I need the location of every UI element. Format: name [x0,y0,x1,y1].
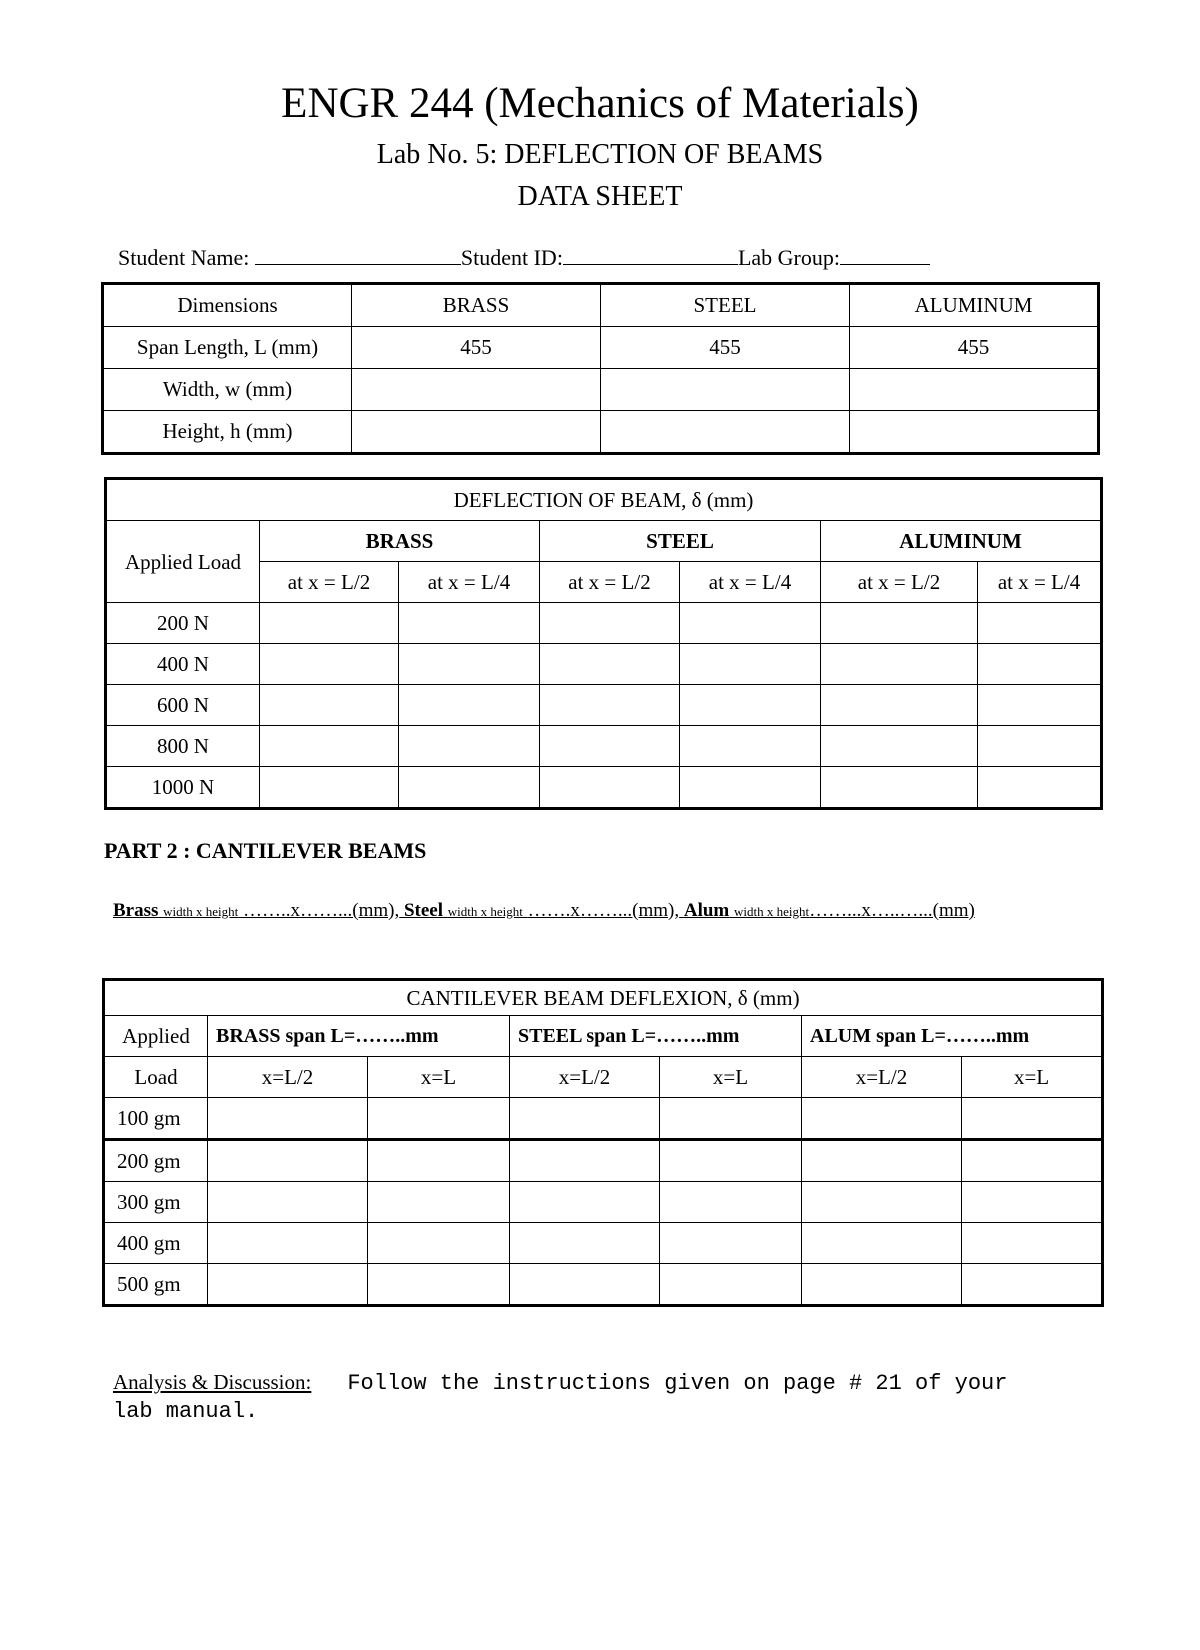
position-header: x=L/2 [510,1057,660,1098]
data-entry-cell[interactable] [821,603,978,644]
load-label: 400 gm [104,1223,208,1264]
table-row [106,767,1102,809]
data-entry-cell[interactable] [399,767,540,809]
load-label: 500 gm [104,1264,208,1306]
load-label: 1000 N [106,767,260,809]
position-header: x=L [368,1057,510,1098]
data-entry-cell[interactable] [540,767,680,809]
data-entry-cell[interactable] [802,1182,962,1223]
position-header: at x = L/2 [540,562,680,603]
data-entry-cell[interactable] [260,685,399,726]
student-name-field[interactable] [255,244,461,265]
span-header-row [104,1016,1103,1057]
position-header: at x = L/2 [260,562,399,603]
data-entry-cell[interactable] [962,1182,1103,1223]
data-entry-cell[interactable] [208,1140,368,1182]
value-cell: 455 [601,327,850,369]
applied-load-header: Load [104,1057,208,1098]
cantilever-dimensions-line [113,900,975,922]
data-entry-cell[interactable] [260,644,399,685]
data-entry-cell[interactable] [680,644,821,685]
data-entry-cell[interactable] [510,1182,660,1223]
position-header-row [104,1057,1103,1098]
position-header: at x = L/4 [978,562,1102,603]
applied-load-header: Applied Load [106,521,260,603]
table-row [103,369,1099,411]
table-header-row [103,284,1099,327]
data-entry-cell[interactable] [399,603,540,644]
empty-cell[interactable] [601,411,850,454]
position-header: x=L/2 [208,1057,368,1098]
data-entry-cell[interactable] [962,1264,1103,1306]
table-row [103,327,1099,369]
data-entry-cell[interactable] [540,685,680,726]
table-row [106,644,1102,685]
data-entry-cell[interactable] [260,767,399,809]
load-label: 200 gm [104,1140,208,1182]
data-entry-cell[interactable] [680,603,821,644]
table-title: CANTILEVER BEAM DEFLEXION, δ (mm) [104,980,1103,1016]
table-row [106,603,1102,644]
load-label: 800 N [106,726,260,767]
alum-dims-field[interactable]: ……...x…..…...(mm) [809,900,975,921]
data-entry-cell[interactable] [978,726,1102,767]
value-cell: 455 [850,327,1099,369]
position-header: at x = L/4 [399,562,540,603]
row-label: Width, w (mm) [103,369,352,411]
data-entry-cell[interactable] [962,1223,1103,1264]
analysis-text: Follow the instructions given on page # 21 of your lab manual. [113,1371,1008,1424]
data-entry-cell[interactable] [978,685,1102,726]
data-entry-cell[interactable] [368,1223,510,1264]
data-entry-cell[interactable] [510,1223,660,1264]
load-label: 400 N [106,644,260,685]
data-entry-cell[interactable] [368,1264,510,1306]
data-entry-cell[interactable] [978,603,1102,644]
table-row [104,1182,1103,1223]
data-entry-cell[interactable] [802,1223,962,1264]
data-entry-cell[interactable] [510,1264,660,1306]
brass-label: Brass [113,900,159,921]
student-id-field[interactable] [563,244,738,265]
data-entry-cell[interactable] [962,1140,1103,1182]
data-entry-cell[interactable] [821,644,978,685]
table-title-row [106,479,1102,521]
wh-label: width x height [163,904,239,919]
position-header: x=L [962,1057,1103,1098]
header-cell: STEEL [601,284,850,327]
data-entry-cell[interactable] [540,644,680,685]
steel-dims-field[interactable]: …….x……...(mm), [527,900,680,921]
data-entry-cell[interactable] [680,767,821,809]
data-entry-cell[interactable] [399,685,540,726]
table-row [104,1140,1103,1182]
table-row [104,1264,1103,1306]
data-entry-cell[interactable] [399,644,540,685]
data-entry-cell[interactable] [680,726,821,767]
data-entry-cell[interactable] [208,1223,368,1264]
data-entry-cell[interactable] [660,1140,802,1182]
table-row [104,1098,1103,1140]
data-entry-cell[interactable] [510,1140,660,1182]
data-entry-cell[interactable] [368,1140,510,1182]
steel-label: Steel [403,900,444,921]
student-id-label: Student ID: [460,245,563,270]
table-row [106,726,1102,767]
data-entry-cell[interactable] [260,726,399,767]
lab-subtitle: Lab No. 5: DEFLECTION OF BEAMS [376,139,824,170]
load-label: 100 gm [104,1098,208,1140]
data-entry-cell[interactable] [821,685,978,726]
data-entry-cell[interactable] [208,1098,368,1140]
alum-label: Alum [683,900,730,921]
lab-group-label: Lab Group: [737,245,840,270]
wh-label: width x height [734,904,810,919]
position-header: at x = L/4 [680,562,821,603]
header-cell: Dimensions [103,284,352,327]
material-header: STEEL [540,521,821,562]
page-title: ENGR 244 (Mechanics of Materials) [281,80,919,127]
empty-cell[interactable] [352,369,601,411]
empty-cell[interactable] [850,369,1099,411]
load-label: 600 N [106,685,260,726]
data-entry-cell[interactable] [962,1098,1103,1140]
data-entry-cell[interactable] [510,1098,660,1140]
table-row [104,1223,1103,1264]
material-header-row [106,521,1102,562]
part2-heading: PART 2 : CANTILEVER BEAMS [104,838,427,863]
position-header: x=L [660,1057,802,1098]
material-header: BRASS [260,521,540,562]
load-label: 200 N [106,603,260,644]
data-entry-cell[interactable] [978,644,1102,685]
table-row [106,685,1102,726]
analysis-heading: Analysis & Discussion: [113,1370,312,1394]
data-sheet-heading: DATA SHEET [517,181,683,212]
data-entry-cell[interactable] [821,726,978,767]
data-entry-cell[interactable] [540,726,680,767]
dimensions-table [101,282,1100,455]
header-cell: ALUMINUM [850,284,1099,327]
student-name-label: Student Name: [118,245,250,270]
empty-cell[interactable] [601,369,850,411]
table-title-row [104,980,1103,1016]
wh-label: width x height [447,904,523,919]
data-entry-cell[interactable] [802,1140,962,1182]
data-entry-cell[interactable] [208,1264,368,1306]
position-header: at x = L/2 [821,562,978,603]
data-entry-cell[interactable] [660,1223,802,1264]
span-header: BRASS span L=……..mm [208,1016,510,1057]
table-title: DEFLECTION OF BEAM, δ (mm) [106,479,1102,521]
row-label: Height, h (mm) [103,411,352,454]
header-cell: BRASS [352,284,601,327]
applied-load-header: Applied [104,1016,208,1057]
data-entry-cell[interactable] [802,1098,962,1140]
data-entry-cell[interactable] [368,1182,510,1223]
data-entry-cell[interactable] [260,603,399,644]
table-row [103,411,1099,454]
cantilever-table [102,978,1104,1307]
data-entry-cell[interactable] [660,1182,802,1223]
span-header: STEEL span L=……..mm [510,1016,802,1057]
data-entry-cell[interactable] [540,603,680,644]
data-entry-cell[interactable] [399,726,540,767]
lab-group-field[interactable] [840,244,930,265]
span-header: ALUM span L=……..mm [802,1016,1103,1057]
data-entry-cell[interactable] [368,1098,510,1140]
empty-cell[interactable] [850,411,1099,454]
empty-cell[interactable] [352,411,601,454]
position-header: x=L/2 [802,1057,962,1098]
load-label: 300 gm [104,1182,208,1223]
analysis-section [113,1368,1013,1426]
row-label: Span Length, L (mm) [103,327,352,369]
deflection-table [104,477,1103,810]
material-header: ALUMINUM [821,521,1102,562]
value-cell: 455 [352,327,601,369]
data-entry-cell[interactable] [680,685,821,726]
data-entry-cell[interactable] [802,1264,962,1306]
student-info-line [118,244,930,272]
data-entry-cell[interactable] [660,1098,802,1140]
brass-dims-field[interactable]: ……..x……...(mm), [243,900,400,921]
data-entry-cell[interactable] [660,1264,802,1306]
data-entry-cell[interactable] [821,767,978,809]
data-entry-cell[interactable] [208,1182,368,1223]
data-entry-cell[interactable] [978,767,1102,809]
